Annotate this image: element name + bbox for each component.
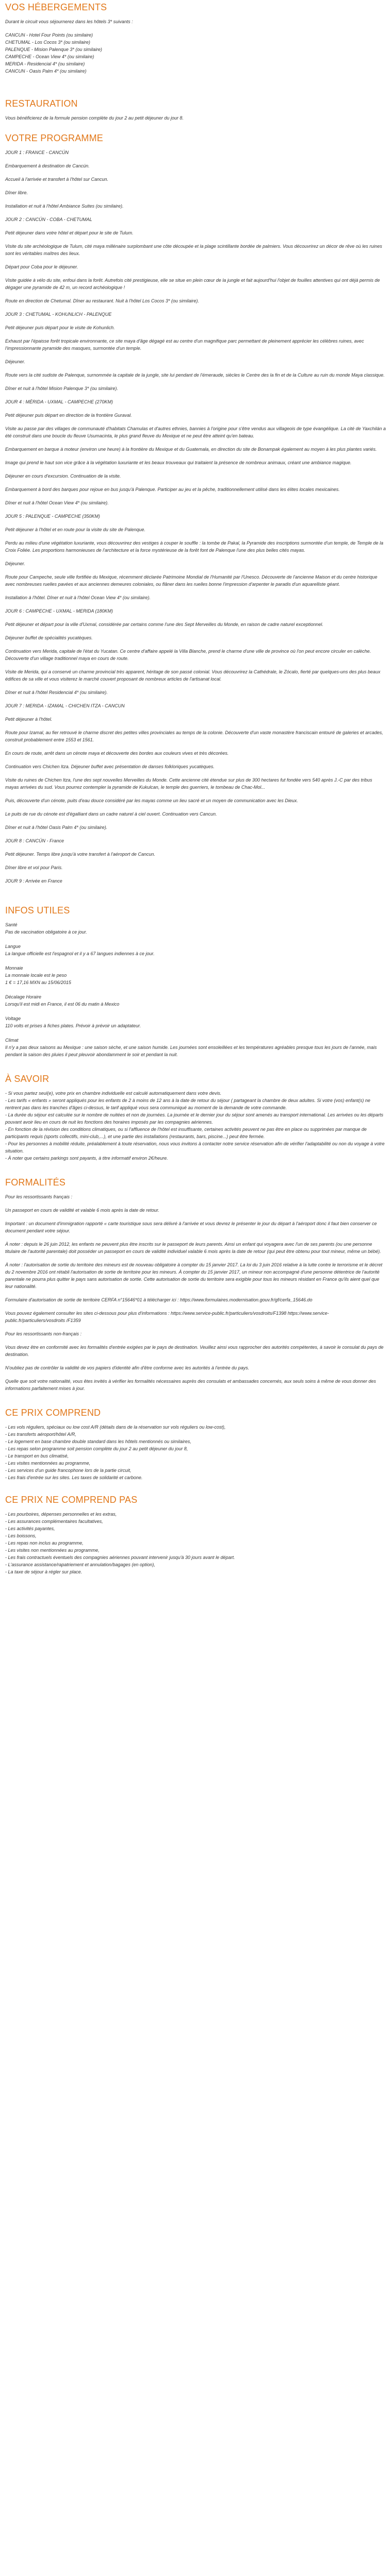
a-savoir-list	[5, 1090, 386, 1162]
day-paragraph: Embarquement en barque à moteur (environ une heure) à la frontière du Mexique et du Guatemala, en direction du site de Bonampak également au moyen à les plus plantes variés.	[5, 447, 377, 452]
formalites-paragraph: À noter : depuis le 26 juin 2012, les enfants ne peuvent plus être inscrits sur le passeport de leurs parents. Ainsi un enfant qui voyagera avec l'un de ses parents (ou une personne titulaire de l'autorité parentale) doit posséder un passeport en cours de validité individuel valable 6 mois après la date de retour (qui peut être obtenu pour tout mineur, même un bébé).	[5, 1242, 381, 1254]
prix-ne-comprend-line: - La taxe de séjour à régler sur place.	[5, 1569, 83, 1574]
day-paragraph: Petit déjeuner. Temps libre jusqu'à votre transfert à l'aéroport de Cancun.	[5, 852, 155, 857]
day-paragraph: Petit déjeuner à l'hôtel.	[5, 717, 53, 722]
section-title: INFOS UTILES	[5, 905, 70, 916]
day-paragraph: Visite du ruines de Chichen Itza, l'une des sept nouvelles Merveilles du Monde. Cette ancienne cité étendue sur plus de 300 hectares fut fondée vers 540 après J.-C par des tribus mayas arrivées du sud. Vous pourrez contempler la pyramide de Kukulcan, le temple des guerriers, le tombeau de Chac-Mol...	[5, 777, 372, 790]
info-line: Il n'y a pas deux saisons au Mexique : une saison sèche, et une saison humide. Les journées sont ensoleillées et les températures agréables presque tous les jours de l'année, mais pendant la saison des pluies il peut pleuvoir abondamment le soir et pendant la nuit.	[5, 1045, 377, 1057]
section-title: RESTAURATION	[5, 98, 78, 109]
formalites-paragraph: Pour les ressortissants français :	[5, 1194, 73, 1199]
prix-comprend-line: - Les visites mentionnées au programme,	[5, 1461, 91, 1466]
hotel-item: PALENQUE - Mision Palenque 3* (ou similaire)	[5, 47, 102, 52]
hotel-item: CANCUN - Hotel Four Points (ou similaire)	[5, 32, 93, 38]
section-a-savoir	[5, 1074, 386, 1162]
day-paragraph: Départ pour Coba pour le déjeuner.	[5, 264, 78, 269]
day-paragraph: Déjeuner.	[5, 359, 25, 364]
day-paragraph: Petit déjeuner et départ pour la ville d'Uxmal, considérée par certains comme l'une des Sept Merveilles du Monde, en raison de cadre naturel exceptionnel.	[5, 622, 323, 627]
prix-ne-comprend-line: - Les frais contractuels éventuels des compagnies aériennes pouvant intervenir jusqu'à 30 jours avant le départ.	[5, 1555, 235, 1560]
info-label: Décalage Horaire	[5, 994, 42, 999]
programme-day	[5, 702, 386, 831]
day-paragraph: Petit déjeuner puis départ pour le visite de Kohunlich.	[5, 325, 115, 330]
programme-day	[5, 877, 386, 885]
day-paragraph: Installation et nuit à l'hôtel Ambiance Suites (ou similaire).	[5, 204, 124, 209]
day-paragraph: Image qui prend le haut son vice grâce à la végétation luxuriante et les beaux trouveaux qui traitaient la présence de nombreux animaux, créant une ambiance magique.	[5, 460, 352, 465]
formalites-paragraph: Vous pouvez également consulter les sites ci-dessous pour plus d'informations : https://www.service-public.fr/particuliers/vosdroits/F1398 https://www.service-public.fr/particuliers/vosdroits /F1359	[5, 1311, 329, 1323]
info-block	[5, 1037, 386, 1058]
section-title: VOS HÉBERGEMENTS	[5, 2, 107, 12]
section-title: À SAVOIR	[5, 1074, 50, 1084]
programme-days	[5, 149, 386, 885]
formalites-paragraph: Formulaire d'autorisation de sortie de territoire CERFA n°15646*01 à télécharger ici : https://www.formulaires.modernisation.gouv.fr/gf/cerfa_15646.do	[5, 1297, 313, 1302]
section-title: CE PRIX NE COMPREND PAS	[5, 1495, 138, 1505]
day-heading: JOUR 5 : PALENQUE - CAMPECHE (350KM)	[5, 514, 100, 519]
info-line: Lorsqu'il est midi en France, il est 06 du matin à Mexico	[5, 1002, 120, 1007]
hotel-item: CANCUN - Oasis Palm 4* (ou similaire)	[5, 69, 87, 74]
info-block	[5, 943, 386, 957]
info-block	[5, 993, 386, 1008]
day-paragraph: Dîner libre et vol pour Paris.	[5, 865, 63, 870]
formalites-paragraph: Vous devez être en conformité avec les formalités d'entrée exigées par le pays de destination. Veuillez ainsi vous rapprocher des autorités compétentes, à savoir le consulat du pays de destination.	[5, 1345, 384, 1357]
prix-ne-comprend-line: - Les pourboires, dépenses personnelles et les extras,	[5, 1512, 117, 1517]
info-label: Voltage	[5, 1016, 21, 1021]
prix-ne-comprend-line: - Les assurances complémentaires facultatives,	[5, 1519, 103, 1524]
programme-day	[5, 311, 386, 392]
day-paragraph: Visite du site archéologique de Tulum, cité maya millénaire surplombant une côte découpée et la plage scintillante bordée de palmiers. Vous découvrirez un décor de rêve où les ruines sont les véritables maîtres des lieux.	[5, 244, 382, 256]
section-title: FORMALITÉS	[5, 1177, 66, 1188]
formalites-paragraph: Quelle que soit votre nationalité, vous êtes invités à vérifier les formalités nécessaires auprès des consulats et ambassades concernés, aux seuls soins à même de vous donner des informations parfaitement mises à jour.	[5, 1379, 376, 1391]
day-paragraph: Puis, découverte d'un cénote, puits d'eau douce considéré par les mayas comme un lieu sacré et un moyen de communication avec les Dieux.	[5, 798, 298, 803]
day-heading: JOUR 7 : MERIDA - IZAMAL - CHICHEN ITZA - CANCUN	[5, 703, 125, 708]
day-paragraph: Accueil à l'arrivée et transfert à l'hôtel sur Cancun.	[5, 177, 109, 182]
prix-ne-comprend-line: - L'assurance assistance/rapatriement et annulation/bagages (en option),	[5, 1562, 155, 1567]
section-programme	[5, 133, 386, 885]
programme-day	[5, 216, 386, 304]
day-paragraph: Petit déjeuner dans votre hôtel et départ pour le site de Tulum.	[5, 230, 134, 235]
day-paragraph: Petit déjeuner puis départ en direction de la frontière Guraval.	[5, 413, 132, 418]
day-paragraph: Embarquement à bord des barques pour rejoue en bus jusqu'à Palenque. Participer au jeu et la pêche, traditionnellement utilisé dans les élites locales mexicaines.	[5, 487, 340, 492]
day-paragraph: Route en direction de Chetumal. Dîner au restaurant. Nuit à l'hôtel Los Cocos 3* (ou similaire).	[5, 298, 199, 303]
info-line: La langue officielle est l'espagnol et il y a 67 langues indiennes à ce jour.	[5, 951, 155, 956]
prix-comprend-line: - Les frais d'entrée sur les sites. Les taxes de solidarité et carbone.	[5, 1475, 143, 1480]
info-block	[5, 964, 386, 986]
restauration-text: Vous bénéficierez de la formule pension complète du jour 2 au petit déjeuner du jour 8.	[5, 115, 184, 121]
programme-day	[5, 149, 386, 210]
day-paragraph: Dîner et nuit à l'hôtel Oasis Palm 4* (ou similaire).	[5, 825, 108, 830]
programme-day	[5, 398, 386, 506]
day-paragraph: Dîner et nuit à l'hôtel Ocean View 4* (ou similaire).	[5, 500, 109, 505]
programme-day	[5, 837, 386, 871]
hotel-item: MERIDA - Residencial 4* (ou similaire)	[5, 61, 85, 66]
prix-comprend-line: - Les transferts aéroport/hôtel A/R,	[5, 1432, 76, 1437]
info-line: La monnaie locale est le peso	[5, 973, 67, 978]
section-restauration	[5, 98, 386, 122]
info-label: Santé	[5, 922, 18, 927]
prix-comprend-list	[5, 1423, 386, 1481]
section-prix-comprend	[5, 1408, 386, 1481]
day-paragraph: Dîner et nuit à l'hôtel Mision Palenque 3* (ou similaire).	[5, 386, 118, 391]
a-savoir-line: - Pour les personnes à mobilité réduite, préalablement à toute réservation, nous vous invitons à contacter notre service réservation afin de vérifier l'adaptabilité ou non du voyage à votre situation.	[5, 1141, 385, 1154]
prix-comprend-line: - Les vols réguliers, spéciaux ou low cost A/R (détails dans de la réservation sur vols réguliers ou low-cost),	[5, 1425, 226, 1430]
a-savoir-line: - La durée du séjour est calculée sur le nombre de nuitées et non de journées. La journée et le dernier jour du séjour sont amenés au transport international. Les arrivées ou les départs pouvant avoir lieu en cours de nuit les fonctions des horaires imposés par les compagnies aériennes.	[5, 1112, 383, 1125]
info-line: 1 € = 17,16 MXN au 15/06/2015	[5, 980, 71, 985]
info-label: Langue	[5, 944, 21, 949]
day-paragraph: Visite guidée à vélo du site, enfoui dans la forêt. Autrefois cité prestigieuse, elle se situe en plein cœur de la jungle et fait aujourd'hui l'objet de fouilles attentives qui ont déjà permis de dégager une pyramide de 42 m, un record archéologique !	[5, 278, 380, 290]
day-paragraph: Dîner et nuit à l'hôtel Residencial 4* (ou similaire).	[5, 690, 108, 695]
prix-ne-comprend-line: - Les repas non inclus au programme,	[5, 1540, 84, 1546]
day-paragraph: Dîner libre.	[5, 190, 28, 195]
day-paragraph: Déjeuner.	[5, 561, 25, 566]
day-heading: JOUR 1 : FRANCE - CANCÚN	[5, 150, 69, 155]
prix-ne-comprend-line: - Les boissons,	[5, 1533, 37, 1538]
day-paragraph: En cours de route, arrêt dans un cénote maya et découverte des bordes aux couleurs vives et très décorées.	[5, 751, 229, 756]
info-label: Climat	[5, 1038, 19, 1043]
day-paragraph: Continuation vers Chichen Itza. Déjeuner buffet avec présentation de danses folkloriques yucatèques.	[5, 764, 215, 769]
day-paragraph: Visite au passe par des villages de communauté d'habitats Chamulas et d'autres ethnies, bannies à l'origine pour s'être vendus aux villageois de type évangélique. La cité de Yaxchilán a été construit dans une boucle du fleuve Usumacinta, le plus grand fleuve du Mexique et ne peut être atteint qu'en bateau.	[5, 426, 386, 438]
hotel-item: CAMPECHE - Ocean View 4* (ou similaire)	[5, 54, 94, 59]
formalites-text	[5, 1193, 386, 1392]
day-paragraph: Déjeuner en cours d'excursion. Continuation de la visite.	[5, 473, 121, 479]
hotel-item: CHETUMAL - Los Cocos 3* (ou similaire)	[5, 40, 90, 45]
section-title: CE PRIX COMPREND	[5, 1408, 101, 1418]
prix-comprend-line: - Les repas selon programme soit pension complète du jour 2 au petit déjeuner du jour 8,	[5, 1446, 188, 1451]
section-hebergements	[5, 0, 386, 75]
info-block	[5, 1015, 386, 1029]
day-paragraph: Route pour Campeche, seule ville fortifiée du Mexique, récemment déclarée Patrimoine Mondial de l'Humanité par l'Unesco. Découverte de l'ancienne Maison et du centre historique avec nombreuses ruelles pavées et aux anciennes demeures coloniales, ou flâner dans les ruelles bonne l'impression d'arpenter le paradis d'un aquarelliste géant.	[5, 574, 378, 587]
programme-day	[5, 607, 386, 696]
day-heading: JOUR 3 : CHETUMAL - KOHUNLICH - PALENQUE	[5, 312, 112, 317]
prix-ne-comprend-line: - Les visites non mentionnées au programme,	[5, 1548, 100, 1553]
a-savoir-line: - Les tarifs « enfants » seront appliqués pour les enfants de 2 à moins de 12 ans à la date de retour du séjour ( partageant la chambre de deux adultes. Si votre (vos) enfant(s) ne rentrent pas dans les tranches d'âges ci-dessus, le tarif appliqué vous sera communiqué au moment de la demande de votre commande.	[5, 1098, 370, 1110]
formalites-paragraph: Un passeport en cours de validité et valable 6 mois après la date de retour.	[5, 1208, 159, 1213]
prix-ne-comprend-line: - Les activités payantes,	[5, 1526, 55, 1531]
a-savoir-line: - À noter que certains parkings sont payants, à titre informatif environ 2€/heure.	[5, 1156, 168, 1161]
day-paragraph: Petit déjeuner à l'hôtel et en route pour la visite du site de Palenque.	[5, 527, 145, 532]
day-paragraph: Continuation vers Merida, capitale de l'état du Yucatan. Ce centre d'affaire appelé la Villa Blanche, prend le charme d'une ville de province où l'on peut encore circuler en calèche. Découverte d'un village traditionnel maya en cours de route.	[5, 649, 371, 661]
section-infos	[5, 905, 386, 1058]
day-paragraph: Déjeuner buffet de spécialités yucatèques.	[5, 635, 93, 640]
day-paragraph: Embarquement à destination de Cancún.	[5, 163, 90, 168]
day-heading: JOUR 6 : CAMPECHE - UXMAL - MERIDA (180KM)	[5, 608, 113, 614]
day-paragraph: Exhaust par l'épaisse forêt tropicale environnante, ce site maya d'âge dégagé est au centre d'un magnifique parc permettant de pleinement apprécier les célèbres ruines, avec l'impressionnante pyramide des masques, surmontée d'un temple.	[5, 338, 364, 351]
prix-comprend-line: - Le logement en base chambre double standard dans les hôtels mentionnés ou similaires,	[5, 1439, 191, 1444]
day-heading: JOUR 8 : CANCÚN - France	[5, 838, 64, 843]
formalites-paragraph: Important : un document d'immigration rapporté « carte touristique sous sera délivré à l'arrivée et vous devrez le présenter le jour du départ à l'aéroport donc il faut bien conserver ce document pendant votre séjour.	[5, 1221, 377, 1233]
section-title: VOTRE PROGRAMME	[5, 133, 104, 143]
day-heading: JOUR 2 : CANCÚN - COBA - CHETUMAL	[5, 217, 92, 222]
day-paragraph: Le puits de rue du cénote est d'égalliant dans un cadre naturel à ciel ouvert. Continuation vers Cancun.	[5, 811, 217, 817]
info-line: Pas de vaccination obligatoire à ce jour.	[5, 929, 87, 935]
day-heading: JOUR 9 : Arrivée en France	[5, 878, 62, 884]
a-savoir-line: - En fonction de la révision des conditions climatiques, ou si l'affluence de l'hôtel est insuffisante, certaines activités peuvent ne pas être en place ou supprimées par manque de participants requis (sports collectifs, mini-club,...), et une partie des installations (restaurants, bars, piscine...) peut être fermée.	[5, 1127, 367, 1139]
day-paragraph: Installation à l'hôtel. Dîner et nuit à l'hôtel Ocean View 4* (ou similaire).	[5, 595, 151, 600]
prix-comprend-line: - Les services d'un guide francophone lors de la partie circuit,	[5, 1468, 132, 1473]
infos-blocks	[5, 921, 386, 1058]
hotel-list	[5, 31, 386, 75]
a-savoir-line: - Si vous partez seul(e), votre prix en chambre individuelle est calculé automatiquement dans votre devis.	[5, 1091, 222, 1096]
info-label: Monnaie	[5, 965, 23, 971]
formalites-paragraph: Pour les ressortissants non-français :	[5, 1331, 82, 1336]
day-paragraph: Route pour Izamal, au fier retrouvé le charme discret des petites villes provinciales au temps de la colonie. Découverte d'un vaste monastère franciscain entouré de galeries et arcades, construit probablement entre 1553 et 1561.	[5, 730, 383, 742]
programme-day	[5, 513, 386, 601]
prix-comprend-line: - Le transport en bus climatisé,	[5, 1453, 69, 1459]
section-prix-ne-comprend	[5, 1495, 386, 1575]
intro-text: Durant le circuit vous séjournerez dans les hôtels 3* suivants :	[5, 19, 133, 24]
day-paragraph: Perdu au milieu d'une végétation luxuriante, vous découvrirez des vestiges à couper le souffle : la tombe de Pakal, la Pyramide des inscriptions surmontée d'un temple, de Temple de la Croix Foliée. Les proportions harmonieuses de l'architecture et la force mystérieuse de la forêt font de Palenque l'une des plus belles cités mayas.	[5, 540, 384, 553]
info-block	[5, 921, 386, 936]
day-heading: JOUR 4 : MÉRIDA - UXMAL - CAMPECHE (270KM)	[5, 399, 113, 404]
day-paragraph: Visite de Merida, qui a conservé un charme provincial très apparent, héritage de son passé colonial. Vous découvrirez la Cathédrale, le Zócalo, fierté par quelques-uns des plus beaux édifices de sa ville et vous visiterez le marché couvert proposant de nombreux articles de l'artisanat local.	[5, 669, 381, 682]
prix-ne-comprend-list	[5, 1511, 386, 1575]
formalites-paragraph: À noter : l'autorisation de sortie du territoire des mineurs est de nouveau obligatoire à compter du 15 janvier 2017. La loi du 3 juin 2016 relative à la lutte contre le terrorisme et le décret du 2 novembre 2016 ont rétabli l'autorisation de sortie de territoire pour les mineurs. À compter du 15 janvier 2017, un mineur non accompagné d'une personne détentrice de l'autorité parentale ne pourra plus quitter le pays sans autorisation de sortie. Cette autorisation de sortie du territoire sera exigible pour tous les mineurs résidant en France qu'ils aient quel que leur nationalité.	[5, 1262, 383, 1289]
info-line: 110 volts et prises à fiches plates. Prévoir à prévoir un adaptateur.	[5, 1023, 141, 1028]
formalites-paragraph: N'oubliez pas de contrôler la validité de vos papiers d'identité afin d'être conforme avec les autorités à l'entrée du pays.	[5, 1365, 250, 1370]
section-formalites	[5, 1177, 386, 1392]
day-paragraph: Route vers la cité sudiste de Palenque, surnommée la capitale de la jungle, site lui pendant de l'émeraude, siècles le Centre des la fin et de la Culture au ruin du monde Maya classique.	[5, 372, 385, 378]
